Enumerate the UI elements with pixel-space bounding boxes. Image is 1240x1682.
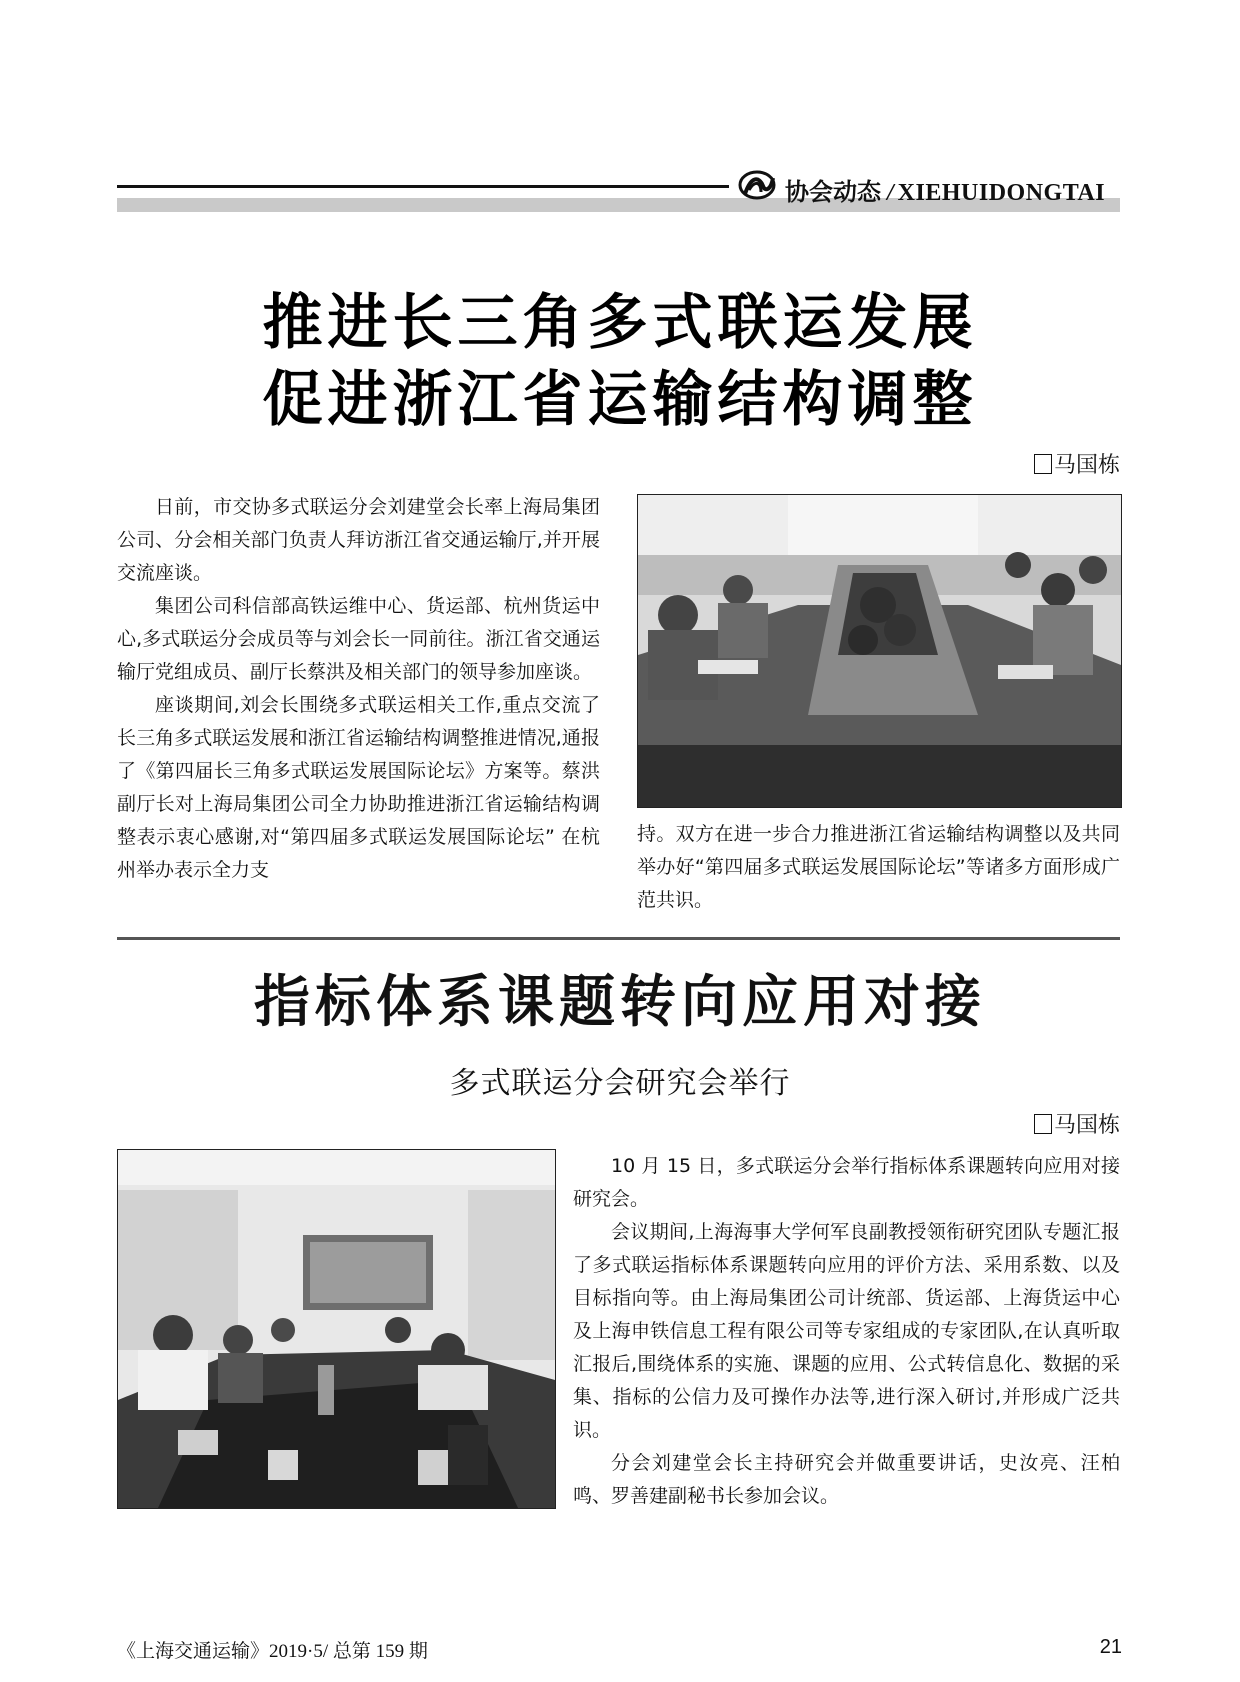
- article-divider: [117, 937, 1120, 940]
- section-name-en: XIEHUIDONGTAI: [897, 180, 1106, 206]
- article1-continuation-paragraph: 持。双方在进一步合力推进浙江省运输结构调整以及共同举办好“第四届多式联运发展国际论坛”等诸多方面形成广范共识。: [637, 823, 1120, 911]
- article1-paragraph: 集团公司科信部高铁运维中心、货运部、杭州货运中心,多式联运分会成员等与刘会长一同前往。浙江省交通运输厅党组成员、副厅长蔡洪及相关部门的领导参加座谈。: [117, 595, 600, 683]
- article2-title: 指标体系课题转向应用对接: [254, 970, 986, 1035]
- article2-seminar-photo: [117, 1149, 556, 1509]
- header-rule: [117, 185, 729, 188]
- section-separator: /: [887, 180, 894, 206]
- article1-author: 马国栋: [1053, 453, 1120, 478]
- article1-meeting-photo: [637, 494, 1122, 808]
- article2-paragraph: 会议期间,上海海事大学何军良副教授领衔研究团队专题汇报了多式联运指标体系课题转向应用的评价方法、采用系数、以及目标指向等。由上海局集团公司计统部、货运部、上海货运中心及上海申铁信息工程有限公司等专家组成的专家团队,在认真听取汇报后,围绕体系的实施、课题的应用、公式转信息化、数据的采集、指标的公信力及可操作办法等,进行深入研讨,并形成广泛共识。: [573, 1221, 1120, 1441]
- article2-body: [573, 1150, 1120, 1513]
- article1-title-line2: 促进浙江省运输结构调整: [262, 365, 978, 435]
- section-name-cn: 协会动态: [785, 178, 881, 206]
- section-header: [785, 172, 1105, 207]
- article2-byline: [1034, 1108, 1120, 1139]
- article1-right-continuation: [637, 818, 1120, 917]
- byline-box-icon: [1034, 1114, 1052, 1134]
- article1-left-column: [117, 491, 600, 887]
- article2-author: 马国栋: [1053, 1113, 1120, 1138]
- article1-paragraph: 座谈期间,刘会长围绕多式联运相关工作,重点交流了长三角多式联运发展和浙江省运输结构调整推进情况,通报了《第四届长三角多式联运发展国际论坛》方案等。蔡洪副厅长对上海局集团公司全力协助推进浙江省运输结构调整表示衷心感谢,对“第四届多式联运发展国际论坛” 在杭州举办表示全力支: [117, 694, 600, 881]
- article1-paragraph: 日前，市交协多式联运分会刘建堂会长率上海局集团公司、分会相关部门负责人拜访浙江省交通运输厅,并开展交流座谈。: [117, 496, 600, 584]
- article2-paragraph: 10 月 15 日，多式联运分会举行指标体系课题转向应用对接研究会。: [573, 1155, 1120, 1210]
- page-number: 21: [1099, 1636, 1122, 1658]
- byline-box-icon: [1034, 454, 1052, 474]
- article1-byline: [1034, 448, 1120, 479]
- article2-paragraph: 分会刘建堂会长主持研究会并做重要讲话，史汝亮、汪柏鸣、罗善建副秘书长参加会议。: [573, 1452, 1120, 1507]
- journal-issue-footer: 《上海交通运输》2019·5/ 总第 159 期: [117, 1641, 428, 1662]
- article2-subtitle: 多式联运分会研究会举行: [449, 1066, 791, 1101]
- article1-title-line1: 推进长三角多式联运发展: [262, 288, 978, 358]
- association-logo-icon: [737, 168, 777, 202]
